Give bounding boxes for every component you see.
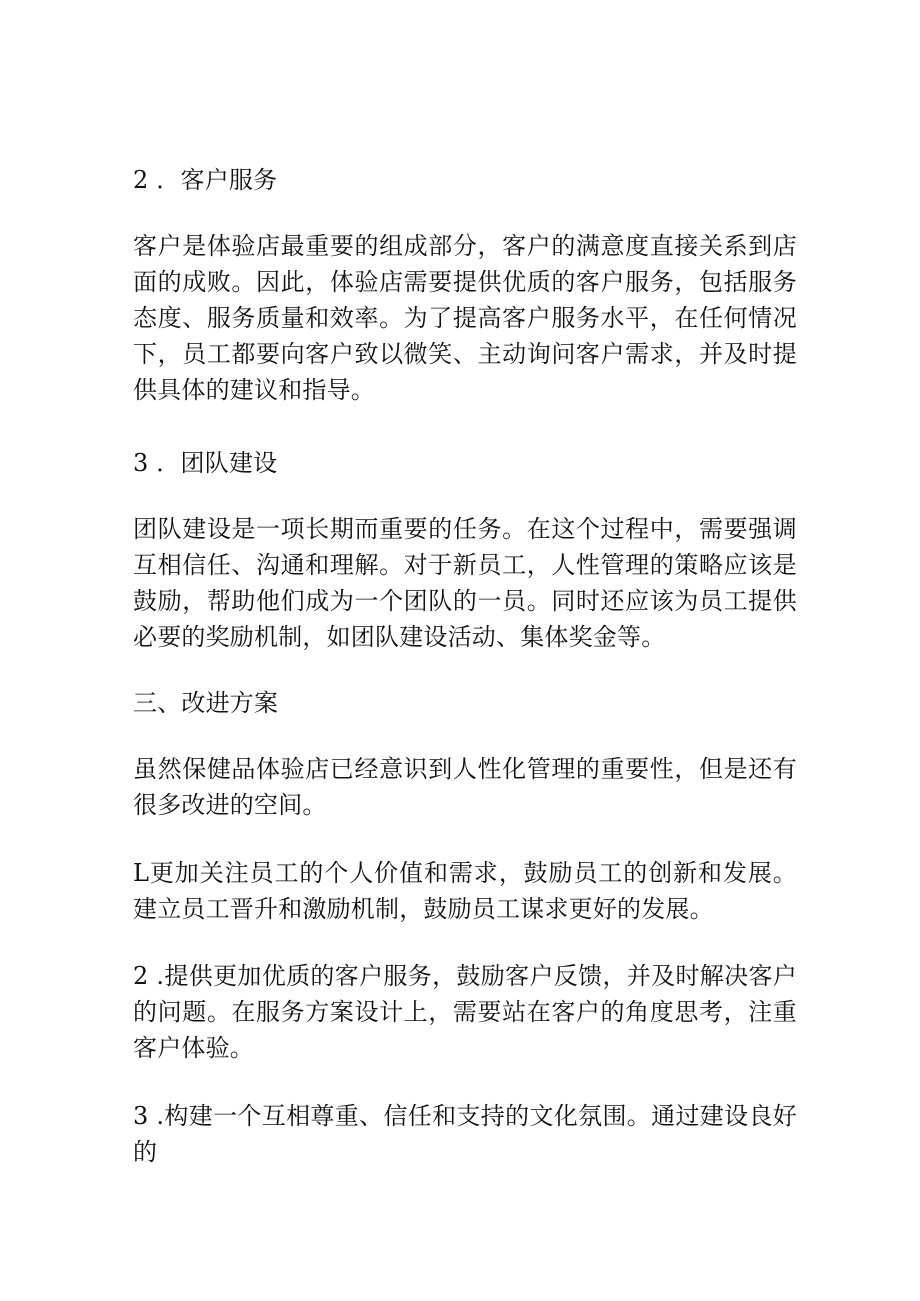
list-item-1: L更加关注员工的个人价值和需求，鼓励员工的创新和发展。建立员工晋升和激励机制，鼓励员工谋求更好的发展。 xyxy=(133,859,797,923)
list-item-2: 2 .提供更加优质的客户服务，鼓励客户反馈，并及时解决客户的问题。在服务方案设计上，需要站在客户的角度思考，注重客户体验。 xyxy=(133,962,797,1062)
section-heading-team-building: 3 ．团队建设 xyxy=(133,449,278,477)
section-heading-improvement-plan: 三、改进方案 xyxy=(133,689,279,717)
list-item-3: 3 .构建一个互相尊重、信任和支持的文化氛围。通过建设良好的 xyxy=(133,1102,797,1166)
paragraph-customer-service: 客户是体验店最重要的组成部分，客户的满意度直接关系到店面的成败。因此，体验店需要提供优质的客户服务，包括服务态度、服务质量和效率。为了提高客户服务水平，在任何情况下，员工都要向客户致以微笑、主动询问客户需求，并及时提供具体的建议和指导。 xyxy=(133,232,797,404)
paragraph-team-building: 团队建设是一项长期而重要的任务。在这个过程中，需要强调互相信任、沟通和理解。对于新员工，人性管理的策略应该是鼓励，帮助他们成为一个团队的一员。同时还应该为员工提供必要的奖励机制，如团队建设活动、集体奖金等。 xyxy=(133,515,797,651)
paragraph-improvement-intro: 虽然保健品体验店已经意识到人性化管理的重要性，但是还有很多改进的空间。 xyxy=(133,755,797,819)
section-heading-customer-service: 2 ．客户服务 xyxy=(133,166,278,194)
